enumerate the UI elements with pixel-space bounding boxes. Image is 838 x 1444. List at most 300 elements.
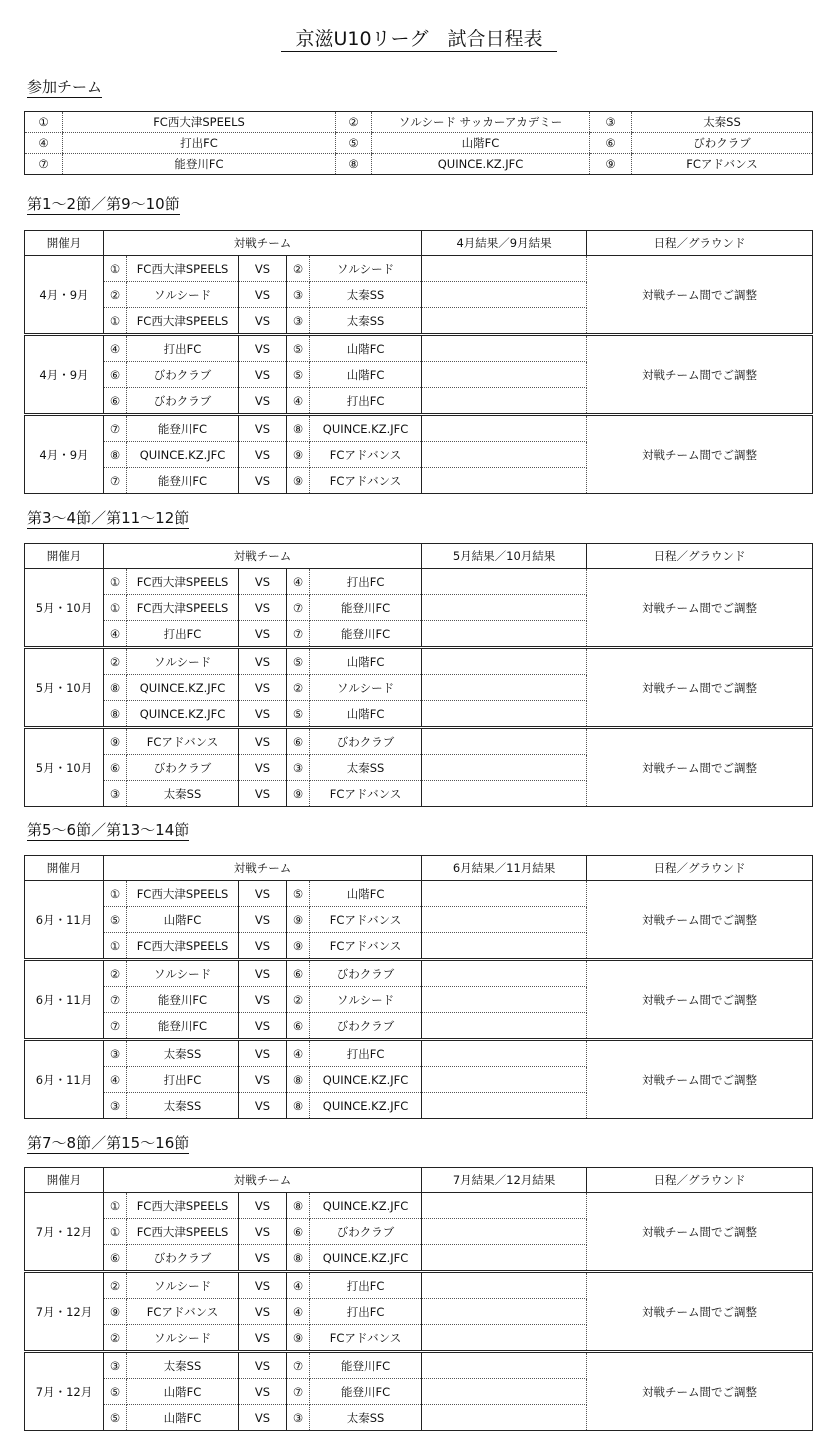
result-cell[interactable]	[422, 881, 587, 907]
home-team-name: 山階FC	[127, 1379, 239, 1405]
team-number: ⑦	[38, 157, 49, 171]
venue-note: 対戦チーム間でご調整	[587, 1040, 813, 1119]
away-team-number: ⑧	[287, 1245, 310, 1272]
vs-label: VS	[239, 256, 287, 282]
home-team-number: ⑦	[104, 987, 127, 1013]
away-team-name: 山階FC	[310, 362, 422, 388]
venue-note: 対戦チーム間でご調整	[587, 415, 813, 494]
result-cell[interactable]	[422, 1405, 587, 1431]
away-team-name: 能登川FC	[310, 595, 422, 621]
home-team-name: FC西大津SPEELS	[127, 569, 239, 595]
home-team-name: 山階FC	[127, 907, 239, 933]
result-cell[interactable]	[422, 362, 587, 388]
venue-note: 対戦チーム間でご調整	[642, 287, 758, 302]
team-name: QUINCE.KZ.JFC	[372, 154, 590, 175]
away-team-number: ⑦	[287, 595, 310, 621]
home-team-name: FC西大津SPEELS	[127, 933, 239, 960]
away-team-number: ③	[287, 282, 310, 308]
match-month: 6月・11月	[25, 1040, 104, 1119]
table-row	[25, 1040, 813, 1067]
home-team-number: ③	[104, 1093, 127, 1119]
header-result: 5月結果／10月結果	[422, 544, 587, 569]
away-team-number: ⑨	[287, 907, 310, 933]
home-team-name: 太秦SS	[127, 1040, 239, 1067]
home-team-number: ⑤	[104, 907, 127, 933]
teams-table	[24, 111, 813, 175]
away-team-name: QUINCE.KZ.JFC	[310, 1245, 422, 1272]
away-team-number: ⑤	[287, 362, 310, 388]
home-team-name: ソルシード	[127, 1272, 239, 1299]
away-team-number: ④	[287, 388, 310, 415]
result-cell[interactable]	[422, 1325, 587, 1352]
vs-label: VS	[239, 569, 287, 595]
vs-label: VS	[239, 907, 287, 933]
home-team-name: FC西大津SPEELS	[127, 881, 239, 907]
away-team-name: 打出FC	[310, 1299, 422, 1325]
venue-note: 対戦チーム間でご調整	[587, 335, 813, 415]
match-month: 4月・9月	[25, 256, 104, 335]
home-team-number: ③	[104, 781, 127, 807]
away-team-number: ④	[287, 569, 310, 595]
header-month: 開催月	[25, 1168, 104, 1193]
table-row	[25, 1352, 813, 1379]
away-team-name: FCアドバンス	[310, 781, 422, 807]
vs-label: VS	[239, 1245, 287, 1272]
team-number: ④	[25, 133, 63, 154]
home-team-number: ⑦	[104, 468, 127, 494]
table-row	[25, 1272, 813, 1299]
away-team-name: ソルシード	[310, 256, 422, 282]
vs-label: VS	[239, 1093, 287, 1119]
vs-label: VS	[239, 442, 287, 468]
home-team-name: 能登川FC	[127, 987, 239, 1013]
away-team-number: ④	[287, 1272, 310, 1299]
vs-label: VS	[239, 621, 287, 648]
vs-label: VS	[239, 1272, 287, 1299]
home-team-name: QUINCE.KZ.JFC	[127, 675, 239, 701]
home-team-number: ⑧	[104, 701, 127, 728]
home-team-name: 山階FC	[127, 1405, 239, 1431]
team-name: びわクラブ	[632, 133, 813, 154]
vs-label: VS	[239, 1325, 287, 1352]
away-team-number: ③	[287, 1405, 310, 1431]
match-month: 4月・9月	[25, 415, 104, 494]
team-name: FCアドバンス	[632, 154, 813, 175]
match-month: 5月・10月	[25, 648, 104, 728]
schedule-table	[24, 855, 813, 1119]
away-team-number: ⑨	[287, 468, 310, 494]
result-cell[interactable]	[422, 933, 587, 960]
result-cell[interactable]	[422, 595, 587, 621]
result-cell[interactable]	[422, 987, 587, 1013]
away-team-number: ⑧	[287, 415, 310, 442]
vs-label: VS	[239, 335, 287, 362]
team-number: ⑧	[336, 154, 372, 175]
home-team-name: 太秦SS	[127, 781, 239, 807]
result-cell[interactable]	[422, 1272, 587, 1299]
home-team-number: ②	[104, 1325, 127, 1352]
vs-label: VS	[239, 595, 287, 621]
home-team-name: QUINCE.KZ.JFC	[127, 442, 239, 468]
match-month: 5月・10月	[25, 569, 104, 648]
match-month: 4月・9月	[25, 335, 104, 415]
home-team-number: ②	[104, 648, 127, 675]
header-result: 7月結果／12月結果	[422, 1168, 587, 1193]
away-team-name: びわクラブ	[310, 728, 422, 755]
vs-label: VS	[239, 701, 287, 728]
result-cell[interactable]	[422, 335, 587, 362]
table-row	[25, 881, 813, 907]
result-cell[interactable]	[422, 675, 587, 701]
home-team-name: FC西大津SPEELS	[127, 1219, 239, 1245]
away-team-number: ⑦	[287, 1379, 310, 1405]
vs-label: VS	[239, 728, 287, 755]
home-team-number: ⑨	[104, 1299, 127, 1325]
header-teams: 対戦チーム	[104, 1168, 422, 1193]
away-team-name: FCアドバンス	[310, 468, 422, 494]
venue-note: 対戦チーム間でご調整	[642, 912, 758, 927]
header-month: 開催月	[25, 544, 104, 569]
teams-row	[25, 133, 813, 154]
header-teams: 対戦チーム	[104, 544, 422, 569]
vs-label: VS	[239, 933, 287, 960]
away-team-number: ⑧	[287, 1067, 310, 1093]
away-team-name: 太秦SS	[310, 282, 422, 308]
away-team-name: FCアドバンス	[310, 1325, 422, 1352]
home-team-name: 打出FC	[127, 621, 239, 648]
vs-label: VS	[239, 1193, 287, 1219]
page-title-text: 京滋U10リーグ 試合日程表	[281, 28, 556, 52]
result-cell[interactable]	[422, 1219, 587, 1245]
venue-note: 対戦チーム間でご調整	[587, 728, 813, 807]
header-result: 4月結果／9月結果	[422, 231, 587, 256]
result-cell[interactable]	[422, 1245, 587, 1272]
home-team-number: ⑧	[104, 442, 127, 468]
result-cell[interactable]	[422, 442, 587, 468]
header-teams: 対戦チーム	[104, 231, 422, 256]
result-cell[interactable]	[422, 388, 587, 415]
vs-label: VS	[239, 1379, 287, 1405]
home-team-number: ②	[104, 960, 127, 987]
away-team-name: びわクラブ	[310, 1013, 422, 1040]
away-team-name: 太秦SS	[310, 755, 422, 781]
result-cell[interactable]	[422, 755, 587, 781]
home-team-name: FC西大津SPEELS	[127, 256, 239, 282]
home-team-name: 太秦SS	[127, 1093, 239, 1119]
vs-label: VS	[239, 648, 287, 675]
vs-label: VS	[239, 415, 287, 442]
away-team-name: 太秦SS	[310, 1405, 422, 1431]
away-team-name: 能登川FC	[310, 1379, 422, 1405]
table-row	[25, 648, 813, 675]
header-venue: 日程／グラウンド	[587, 1168, 813, 1193]
home-team-name: ソルシード	[127, 648, 239, 675]
header-venue: 日程／グラウンド	[587, 856, 813, 881]
page-title	[0, 28, 838, 52]
table-row	[25, 335, 813, 362]
home-team-number: ⑥	[104, 388, 127, 415]
home-team-name: びわクラブ	[127, 388, 239, 415]
table-row	[25, 256, 813, 282]
venue-note: 対戦チーム間でご調整	[587, 960, 813, 1040]
home-team-number: ③	[104, 1040, 127, 1067]
result-cell[interactable]	[422, 1013, 587, 1040]
result-cell[interactable]	[422, 468, 587, 494]
vs-label: VS	[239, 1040, 287, 1067]
home-team-number: ③	[104, 1352, 127, 1379]
away-team-name: 太秦SS	[310, 308, 422, 335]
away-team-name: 山階FC	[310, 881, 422, 907]
home-team-number: ①	[104, 595, 127, 621]
vs-label: VS	[239, 1067, 287, 1093]
home-team-name: 能登川FC	[127, 415, 239, 442]
away-team-name: 打出FC	[310, 1040, 422, 1067]
away-team-name: 山階FC	[310, 701, 422, 728]
schedule-table	[24, 1167, 813, 1431]
home-team-number: ⑤	[104, 1379, 127, 1405]
team-name: 太秦SS	[632, 112, 813, 133]
home-team-name: びわクラブ	[127, 1245, 239, 1272]
result-cell[interactable]	[422, 1067, 587, 1093]
vs-label: VS	[239, 1013, 287, 1040]
vs-label: VS	[239, 282, 287, 308]
away-team-name: びわクラブ	[310, 1219, 422, 1245]
away-team-number: ⑨	[287, 933, 310, 960]
vs-label: VS	[239, 468, 287, 494]
header-month: 開催月	[25, 231, 104, 256]
home-team-number: ④	[104, 621, 127, 648]
table-header-row	[25, 856, 813, 881]
result-cell[interactable]	[422, 907, 587, 933]
vs-label: VS	[239, 881, 287, 907]
home-team-number: ①	[104, 1193, 127, 1219]
teams-row	[25, 154, 813, 175]
header-result: 6月結果／11月結果	[422, 856, 587, 881]
away-team-name: QUINCE.KZ.JFC	[310, 1193, 422, 1219]
table-row	[25, 728, 813, 755]
away-team-number: ⑤	[287, 335, 310, 362]
away-team-name: QUINCE.KZ.JFC	[310, 1067, 422, 1093]
result-cell[interactable]	[422, 621, 587, 648]
match-month: 5月・10月	[25, 728, 104, 807]
home-team-number: ⑥	[104, 1245, 127, 1272]
team-name: 能登川FC	[63, 154, 336, 175]
result-cell[interactable]	[422, 701, 587, 728]
table-row	[25, 1193, 813, 1219]
team-number: ⑥	[590, 133, 632, 154]
vs-label: VS	[239, 755, 287, 781]
home-team-number: ④	[104, 1067, 127, 1093]
home-team-name: 打出FC	[127, 1067, 239, 1093]
schedule-section-title: 第1～2節／第9～10節	[27, 195, 180, 213]
teams-row	[25, 112, 813, 133]
home-team-name: びわクラブ	[127, 755, 239, 781]
away-team-number: ②	[287, 256, 310, 282]
away-team-number: ②	[287, 675, 310, 701]
table-row	[25, 415, 813, 442]
vs-label: VS	[239, 987, 287, 1013]
home-team-name: ソルシード	[127, 282, 239, 308]
away-team-name: 打出FC	[310, 1272, 422, 1299]
away-team-name: 山階FC	[310, 335, 422, 362]
team-number: ⑤	[336, 133, 372, 154]
away-team-name: 山階FC	[310, 648, 422, 675]
home-team-name: 能登川FC	[127, 1013, 239, 1040]
result-cell[interactable]	[422, 1040, 587, 1067]
header-teams: 対戦チーム	[104, 856, 422, 881]
result-cell[interactable]	[422, 415, 587, 442]
match-month: 6月・11月	[25, 960, 104, 1040]
away-team-number: ③	[287, 755, 310, 781]
home-team-name: 能登川FC	[127, 468, 239, 494]
away-team-number: ⑥	[287, 960, 310, 987]
venue-note: 対戦チーム間でご調整	[642, 600, 758, 615]
away-team-name: ソルシード	[310, 987, 422, 1013]
away-team-number: ⑥	[287, 1013, 310, 1040]
match-month: 7月・12月	[25, 1193, 104, 1272]
venue-note: 対戦チーム間でご調整	[587, 648, 813, 728]
away-team-number: ④	[287, 1040, 310, 1067]
vs-label: VS	[239, 388, 287, 415]
team-number: ②	[336, 112, 372, 133]
home-team-name: ソルシード	[127, 960, 239, 987]
home-team-name: FC西大津SPEELS	[127, 308, 239, 335]
away-team-number: ③	[287, 308, 310, 335]
home-team-number: ①	[104, 881, 127, 907]
home-team-name: FCアドバンス	[127, 728, 239, 755]
schedule-section-title: 第3～4節／第11～12節	[27, 509, 190, 527]
header-venue: 日程／グラウンド	[587, 544, 813, 569]
team-name: 山階FC	[372, 133, 590, 154]
away-team-name: QUINCE.KZ.JFC	[310, 415, 422, 442]
team-name: 打出FC	[63, 133, 336, 154]
home-team-number: ⑤	[104, 1405, 127, 1431]
away-team-name: びわクラブ	[310, 960, 422, 987]
team-number: ③	[590, 112, 632, 133]
header-month: 開催月	[25, 856, 104, 881]
result-cell[interactable]	[422, 781, 587, 807]
home-team-name: QUINCE.KZ.JFC	[127, 701, 239, 728]
home-team-number: ⑥	[104, 362, 127, 388]
home-team-number: ①	[104, 933, 127, 960]
away-team-name: 能登川FC	[310, 1352, 422, 1379]
result-cell[interactable]	[422, 728, 587, 755]
home-team-name: ソルシード	[127, 1325, 239, 1352]
result-cell[interactable]	[422, 1352, 587, 1379]
away-team-number: ②	[287, 987, 310, 1013]
result-cell[interactable]	[422, 308, 587, 335]
home-team-name: 太秦SS	[127, 1352, 239, 1379]
home-team-number: ⑦	[104, 415, 127, 442]
away-team-name: FCアドバンス	[310, 442, 422, 468]
team-name: ソルシード サッカーアカデミー	[372, 112, 590, 133]
home-team-number: ⑦	[104, 1013, 127, 1040]
home-team-number: ①	[104, 256, 127, 282]
vs-label: VS	[239, 1219, 287, 1245]
home-team-name: びわクラブ	[127, 362, 239, 388]
home-team-number: ⑧	[104, 675, 127, 701]
away-team-number: ⑧	[287, 1093, 310, 1119]
away-team-name: 打出FC	[310, 569, 422, 595]
venue-note: 対戦チーム間でご調整	[642, 1224, 758, 1239]
away-team-name: FCアドバンス	[310, 933, 422, 960]
result-cell[interactable]	[422, 569, 587, 595]
vs-label: VS	[239, 308, 287, 335]
result-cell[interactable]	[422, 1379, 587, 1405]
vs-label: VS	[239, 1299, 287, 1325]
table-header-row	[25, 544, 813, 569]
away-team-name: FCアドバンス	[310, 907, 422, 933]
table-row	[25, 960, 813, 987]
home-team-name: 打出FC	[127, 335, 239, 362]
match-month: 6月・11月	[25, 881, 104, 960]
home-team-number: ①	[104, 1219, 127, 1245]
away-team-name: 能登川FC	[310, 621, 422, 648]
home-team-name: FCアドバンス	[127, 1299, 239, 1325]
vs-label: VS	[239, 362, 287, 388]
vs-label: VS	[239, 1405, 287, 1431]
venue-note: 対戦チーム間でご調整	[587, 1272, 813, 1352]
table-header-row	[25, 1168, 813, 1193]
result-cell[interactable]	[422, 256, 587, 282]
away-team-number: ⑤	[287, 881, 310, 907]
home-team-number: ②	[104, 1272, 127, 1299]
away-team-name: QUINCE.KZ.JFC	[310, 1093, 422, 1119]
team-name: FC西大津SPEELS	[63, 112, 336, 133]
match-month: 7月・12月	[25, 1352, 104, 1431]
result-cell[interactable]	[422, 1093, 587, 1119]
home-team-number: ⑥	[104, 755, 127, 781]
venue-note: 対戦チーム間でご調整	[587, 1352, 813, 1431]
match-month: 7月・12月	[25, 1272, 104, 1352]
home-team-name: FC西大津SPEELS	[127, 1193, 239, 1219]
away-team-number: ⑨	[287, 781, 310, 807]
schedule-section-title: 第7～8節／第15～16節	[27, 1134, 190, 1152]
result-cell[interactable]	[422, 1193, 587, 1219]
vs-label: VS	[239, 675, 287, 701]
result-cell[interactable]	[422, 960, 587, 987]
home-team-number: ④	[104, 335, 127, 362]
vs-label: VS	[239, 1352, 287, 1379]
team-number: ①	[25, 112, 63, 133]
table-header-row	[25, 231, 813, 256]
schedule-section-title: 第5～6節／第13～14節	[27, 821, 190, 839]
away-team-number: ⑦	[287, 621, 310, 648]
home-team-number: ⑨	[104, 728, 127, 755]
result-cell[interactable]	[422, 1299, 587, 1325]
teams-section-title: 参加チーム	[27, 78, 103, 96]
away-team-number: ④	[287, 1299, 310, 1325]
away-team-number: ⑧	[287, 1193, 310, 1219]
away-team-number: ⑨	[287, 1325, 310, 1352]
away-team-number: ⑤	[287, 701, 310, 728]
result-cell[interactable]	[422, 282, 587, 308]
home-team-number: ①	[104, 569, 127, 595]
away-team-name: ソルシード	[310, 675, 422, 701]
away-team-number: ⑤	[287, 648, 310, 675]
home-team-name: FC西大津SPEELS	[127, 595, 239, 621]
table-row	[25, 569, 813, 595]
result-cell[interactable]	[422, 648, 587, 675]
away-team-number: ⑨	[287, 442, 310, 468]
vs-label: VS	[239, 960, 287, 987]
away-team-number: ⑥	[287, 1219, 310, 1245]
away-team-name: 打出FC	[310, 388, 422, 415]
header-venue: 日程／グラウンド	[587, 231, 813, 256]
schedule-table	[24, 230, 813, 494]
away-team-number: ⑥	[287, 728, 310, 755]
schedule-table	[24, 543, 813, 807]
